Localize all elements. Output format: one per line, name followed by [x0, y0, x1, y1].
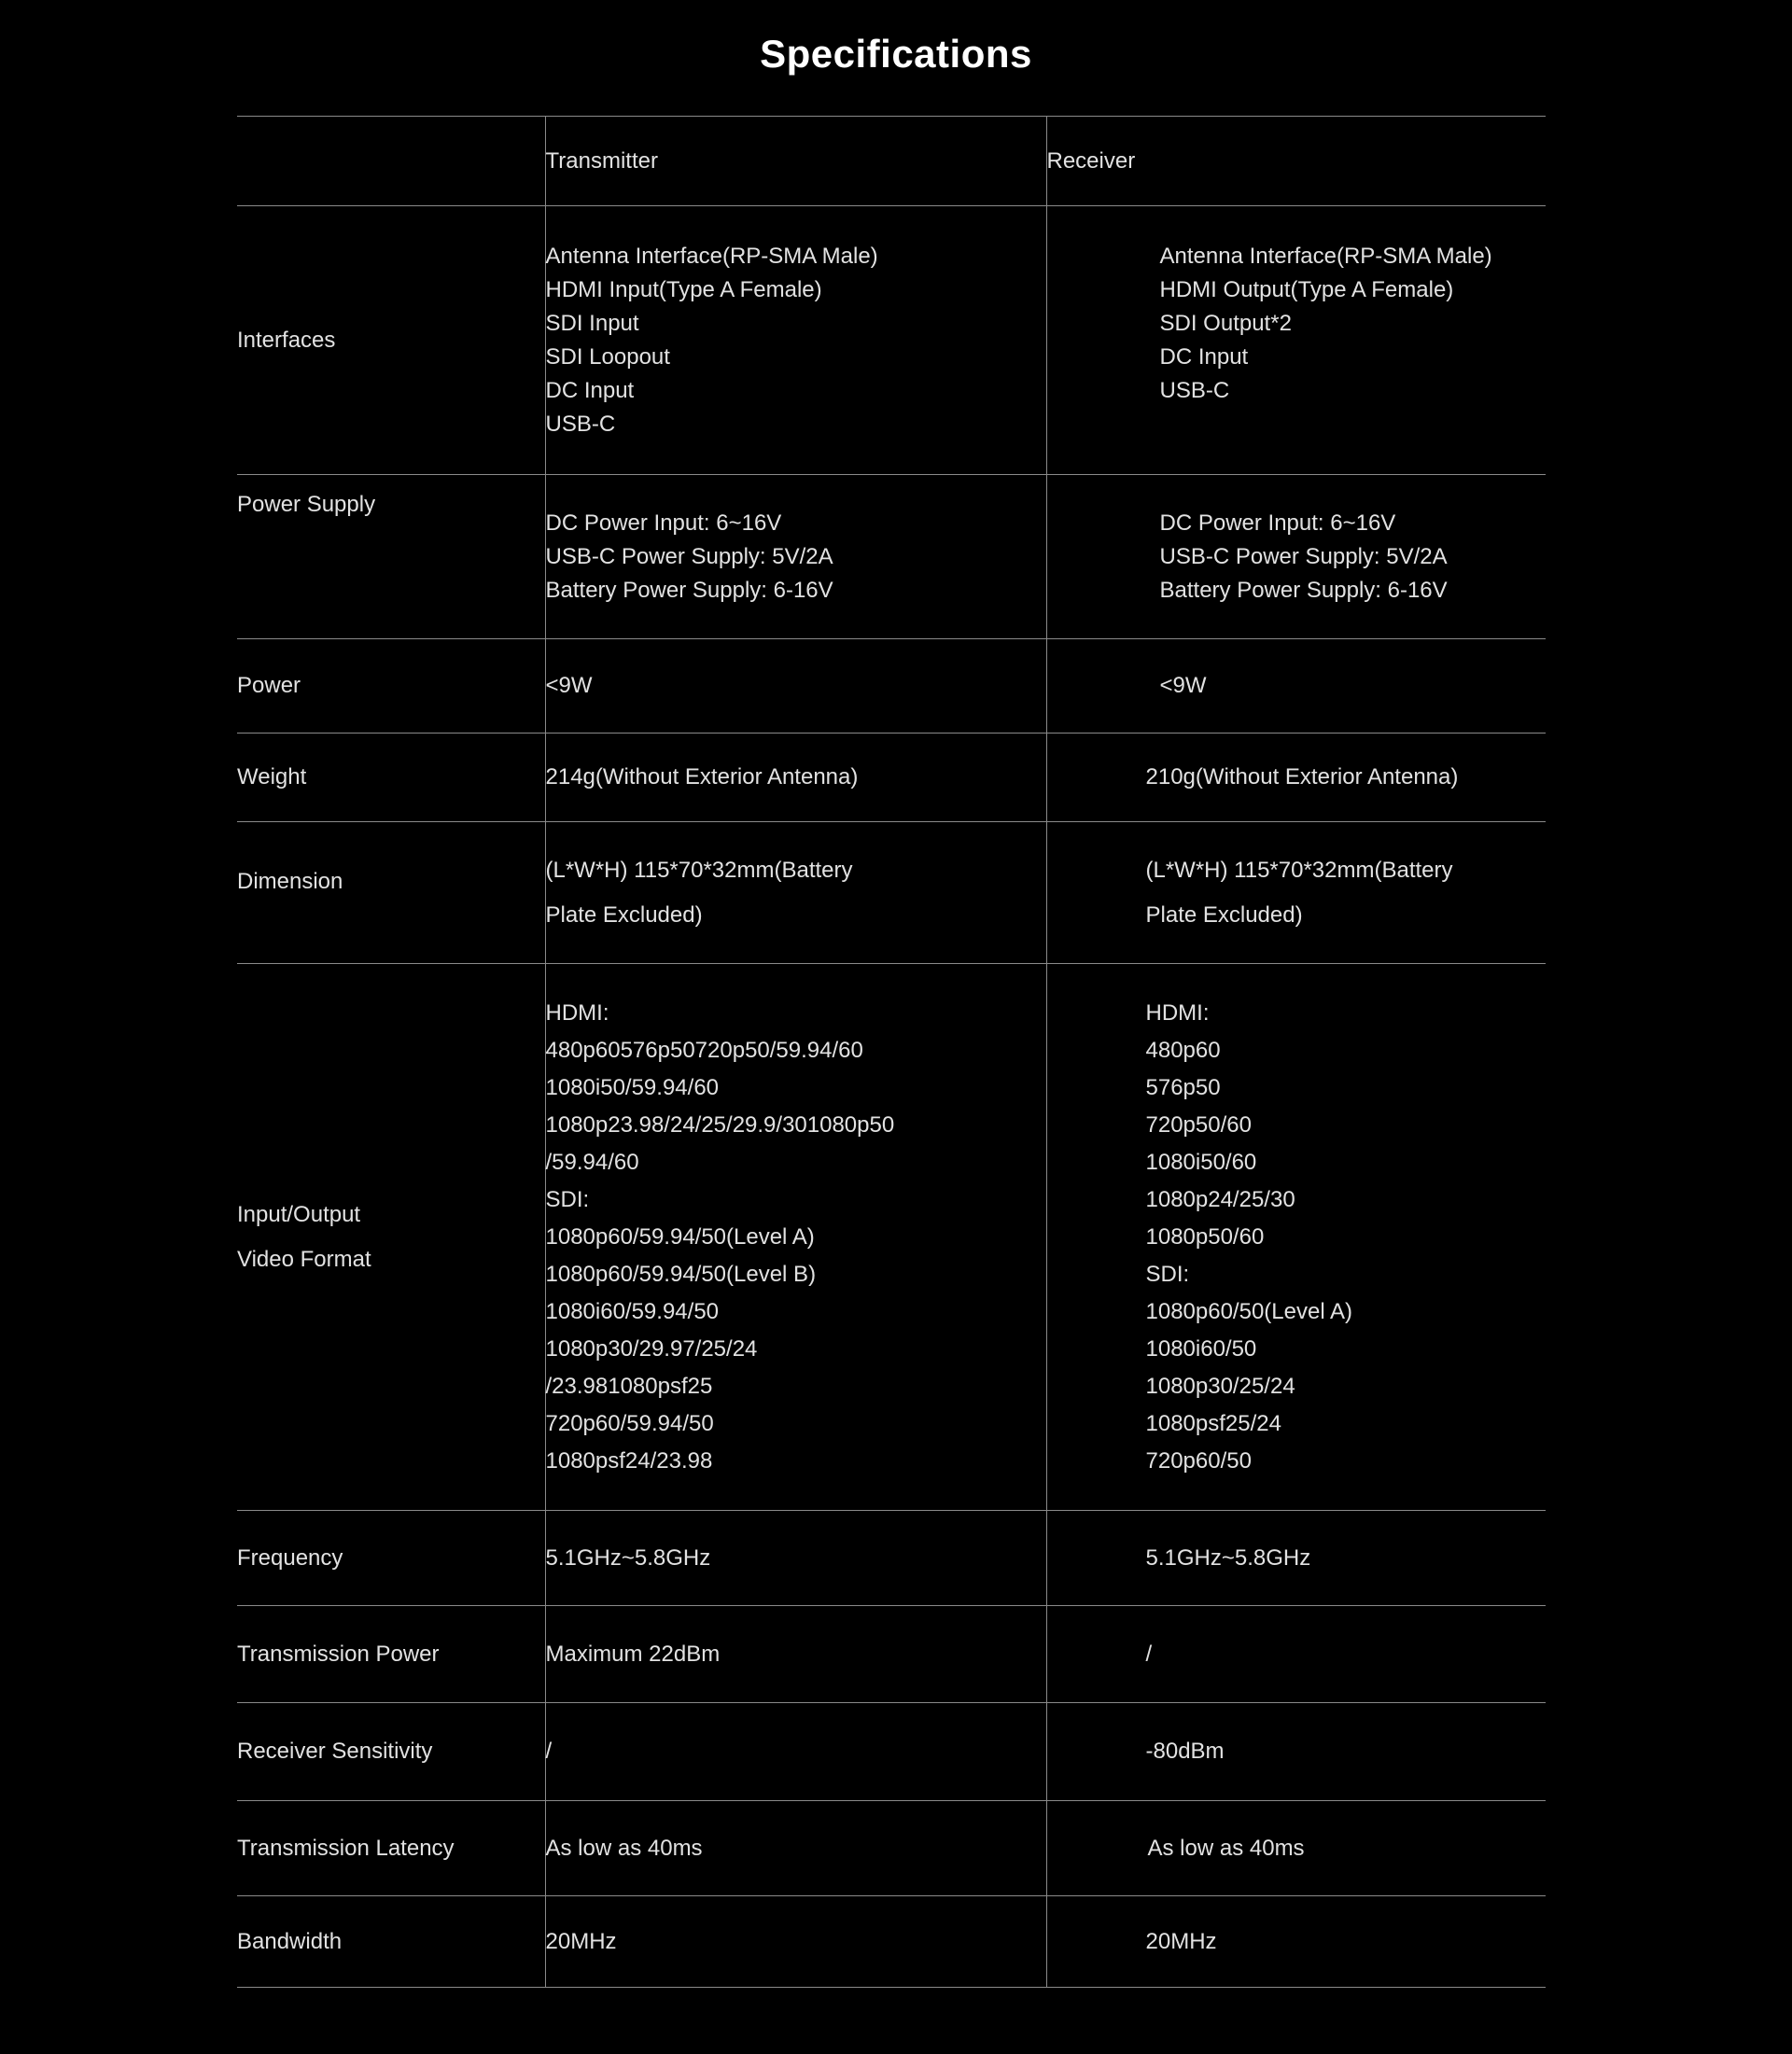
list-item: USB-C [1159, 378, 1230, 403]
list-item: 1080i50/59.94/60 [545, 1074, 720, 1100]
list-item: 720p60/59.94/50 [545, 1410, 714, 1436]
transmitter-bandwidth: 20MHz [545, 1896, 1046, 1988]
transmitter-power-supply [545, 475, 1046, 639]
list-item: USB-C Power Supply: 5V/2A [1159, 543, 1448, 569]
row-label-bandwidth: Bandwidth [237, 1896, 545, 1988]
list-item: Battery Power Supply: 6-16V [1159, 577, 1448, 603]
table-row [237, 822, 1546, 964]
table-row [237, 475, 1546, 639]
row-label-transmission-power: Transmission Power [237, 1606, 545, 1703]
transmitter-transmission-latency: As low as 40ms [545, 1801, 1046, 1896]
receiver-dimension [1046, 822, 1546, 964]
list-item: Antenna Interface(RP-SMA Male) [1159, 244, 1492, 269]
transmitter-frequency: 5.1GHz~5.8GHz [545, 1511, 1046, 1606]
list-item: DC Power Input: 6~16V [1159, 510, 1396, 536]
list-item: /59.94/60 [545, 1149, 639, 1175]
transmitter-power: <9W [545, 639, 1046, 734]
list-item: 1080p24/25/30 [1145, 1186, 1295, 1212]
list-item: HDMI: [545, 999, 609, 1026]
list-item: 1080p30/29.97/25/24 [545, 1335, 758, 1362]
specifications-table [237, 116, 1546, 1988]
table-row [237, 734, 1546, 822]
transmitter-weight: 214g(Without Exterior Antenna) [545, 734, 1046, 822]
table-row [237, 1703, 1546, 1801]
receiver-weight: 210g(Without Exterior Antenna) [1046, 734, 1546, 822]
row-label-video-format [237, 964, 545, 1511]
list-item: 1080psf25/24 [1145, 1410, 1281, 1436]
list-item: SDI Loopout [545, 343, 670, 370]
list-item: Plate Excluded) [545, 901, 703, 928]
list-item: (L*W*H) 115*70*32mm(Battery [1145, 857, 1453, 883]
table-row [237, 639, 1546, 734]
transmitter-video-format [545, 964, 1046, 1511]
row-label-power-supply: Power Supply [237, 475, 545, 639]
list-item: DC Input [1159, 344, 1249, 370]
receiver-power: <9W [1046, 639, 1546, 734]
table-row [237, 1606, 1546, 1703]
receiver-power-supply [1046, 475, 1546, 639]
receiver-video-format [1046, 964, 1546, 1511]
list-item: 576p50 [1145, 1074, 1221, 1100]
list-item: DC Input [545, 377, 635, 403]
row-label-frequency: Frequency [237, 1511, 545, 1606]
list-item: SDI Input [545, 310, 639, 336]
table-row [237, 964, 1546, 1511]
list-item: 1080p60/59.94/50(Level B) [545, 1261, 817, 1287]
receiver-interfaces [1046, 206, 1546, 475]
list-item: 1080p23.98/24/25/29.9/301080p50 [545, 1111, 895, 1138]
list-item: 1080i60/59.94/50 [545, 1298, 720, 1324]
list-item: HDMI Input(Type A Female) [545, 276, 822, 302]
list-item: 1080p30/25/24 [1145, 1373, 1295, 1399]
receiver-receiver-sensitivity: -80dBm [1046, 1703, 1546, 1801]
receiver-transmission-power: / [1046, 1606, 1546, 1703]
list-item: USB-C Power Supply: 5V/2A [545, 543, 833, 569]
row-label-power: Power [237, 639, 545, 734]
row-label-line: Input/Output [237, 1201, 361, 1227]
list-item: USB-C [545, 411, 616, 437]
transmitter-transmission-power: Maximum 22dBm [545, 1606, 1046, 1703]
table-header-row [237, 117, 1546, 206]
header-receiver: Receiver [1046, 117, 1546, 206]
list-item: SDI: [545, 1186, 590, 1212]
row-label-dimension: Dimension [237, 822, 545, 964]
list-item: 1080i60/50 [1145, 1335, 1257, 1362]
list-item: 1080i50/60 [1145, 1149, 1257, 1175]
receiver-bandwidth: 20MHz [1046, 1896, 1546, 1988]
list-item: /23.981080psf25 [545, 1373, 713, 1399]
list-item: HDMI: [1145, 999, 1210, 1026]
list-item: 720p50/60 [1145, 1111, 1252, 1138]
list-item: 1080p60/59.94/50(Level A) [545, 1223, 815, 1250]
list-item: (L*W*H) 115*70*32mm(Battery [545, 857, 853, 883]
table-row [237, 1511, 1546, 1606]
list-item: HDMI Output(Type A Female) [1159, 277, 1454, 302]
list-item: 480p60576p50720p50/59.94/60 [545, 1037, 863, 1063]
row-label-line: Video Format [237, 1246, 371, 1272]
page-title: Specifications [760, 32, 1032, 76]
list-item: Antenna Interface(RP-SMA Male) [545, 243, 878, 269]
list-item: 1080p60/50(Level A) [1145, 1298, 1353, 1324]
row-label-transmission-latency: Transmission Latency [237, 1801, 545, 1896]
list-item: Battery Power Supply: 6-16V [545, 577, 833, 603]
row-label-interfaces: Interfaces [237, 206, 545, 475]
table-row [237, 1896, 1546, 1988]
header-transmitter: Transmitter [545, 117, 1046, 206]
header-label-cell [237, 117, 545, 206]
list-item: DC Power Input: 6~16V [545, 510, 782, 536]
list-item: 1080p50/60 [1145, 1223, 1265, 1250]
table-row [237, 1801, 1546, 1896]
transmitter-interfaces [545, 206, 1046, 475]
table-row [237, 206, 1546, 475]
list-item: SDI: [1145, 1261, 1190, 1287]
row-label-weight: Weight [237, 734, 545, 822]
transmitter-receiver-sensitivity: / [545, 1703, 1046, 1801]
receiver-frequency: 5.1GHz~5.8GHz [1046, 1511, 1546, 1606]
transmitter-dimension [545, 822, 1046, 964]
list-item: 720p60/50 [1145, 1447, 1252, 1474]
list-item: SDI Output*2 [1159, 311, 1292, 336]
list-item: Plate Excluded) [1145, 901, 1303, 928]
list-item: 480p60 [1145, 1037, 1221, 1063]
receiver-transmission-latency: As low as 40ms [1046, 1801, 1546, 1896]
row-label-receiver-sensitivity: Receiver Sensitivity [237, 1703, 545, 1801]
list-item: 1080psf24/23.98 [545, 1447, 713, 1474]
